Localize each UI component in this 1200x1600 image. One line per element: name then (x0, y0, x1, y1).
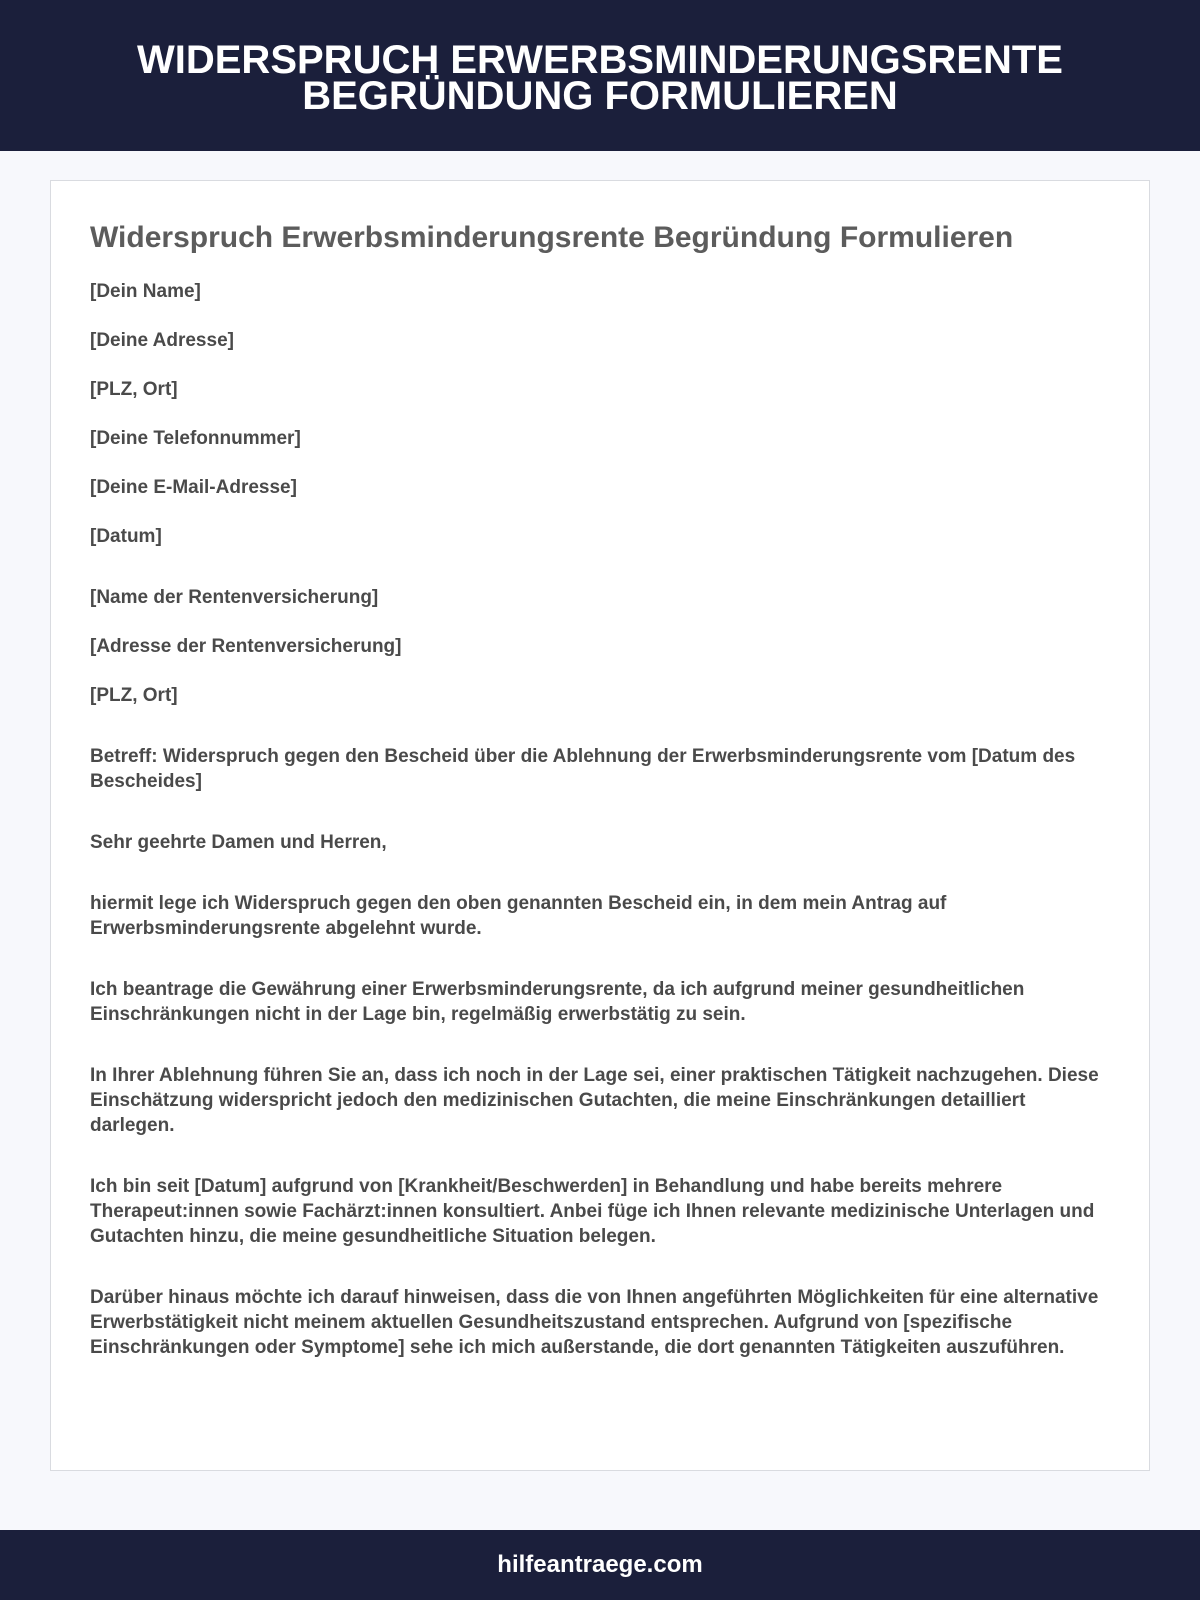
recipient-address: [Adresse der Rentenversicherung] (90, 636, 402, 657)
subject-line: Betreff: Widerspruch gegen den Bescheid über die Ablehnung der Erwerbsminderungsrente vom [Datum des Bescheides] (90, 746, 1076, 792)
salutation: Sehr geehrte Damen und Herren, (90, 832, 387, 853)
sender-phone: [Deine Telefonnummer] (90, 428, 301, 449)
body-paragraph: In Ihrer Ablehnung führen Sie an, dass ich noch in der Lage sei, einer praktischen Tätigkeit nachzugehen. Diese Einschätzung widerspricht jedoch den medizinischen Gutachten, die meine Einschränkungen detailliert darlegen. (90, 1065, 1099, 1136)
sender-name: [Dein Name] (90, 281, 201, 302)
body-paragraph: Ich beantrage die Gewährung einer Erwerbsminderungsrente, da ich aufgrund meiner gesundheitlichen Einschränkungen nicht in der Lage bin, regelmäßig erwerbstätig zu sein. (90, 979, 1025, 1025)
body-paragraph: Ich bin seit [Datum] aufgrund von [Krankheit/Beschwerden] in Behandlung und habe bereits mehrere Therapeut:innen sowie Fachärzt:innen konsultiert. Anbei füge ich Ihnen relevante medizinische Unterlagen und Gutachten hinzu, die meine gesundheitliche Situation belegen. (90, 1176, 1095, 1247)
sender-address: [Deine Adresse] (90, 330, 234, 351)
letter-date: [Datum] (90, 526, 162, 547)
sender-email: [Deine E-Mail-Adresse] (90, 477, 297, 498)
site-footer (0, 1530, 1200, 1600)
site-header (0, 0, 1200, 151)
recipient-postcode-city: [PLZ, Ort] (90, 685, 178, 706)
letter-card (50, 180, 1150, 1471)
header-title: WIDERSPRUCH ERWERBSMINDERUNGSRENTE BEGRÜNDUNG FORMULIEREN (137, 37, 1063, 118)
body-paragraph: hiermit lege ich Widerspruch gegen den oben genannten Bescheid ein, in dem mein Antrag auf Erwerbsminderungsrente abgelehnt wurde. (90, 893, 947, 939)
footer-site-name: hilfeantraege.com (497, 1551, 703, 1578)
document-title: Widerspruch Erwerbsminderungsrente Begründung Formulieren (90, 221, 1014, 254)
recipient-name: [Name der Rentenversicherung] (90, 587, 379, 608)
sender-postcode-city: [PLZ, Ort] (90, 379, 178, 400)
body-paragraph: Darüber hinaus möchte ich darauf hinweisen, dass die von Ihnen angeführten Möglichkeiten für eine alternative Erwerbstätigkeit nicht meinem aktuellen Gesundheitszustand entsprechen. Aufgrund von [spezifische Einschränkungen oder Symptome] sehe ich mich außerstande, die dort genannten Tätigkeiten auszuführen. (90, 1287, 1099, 1358)
